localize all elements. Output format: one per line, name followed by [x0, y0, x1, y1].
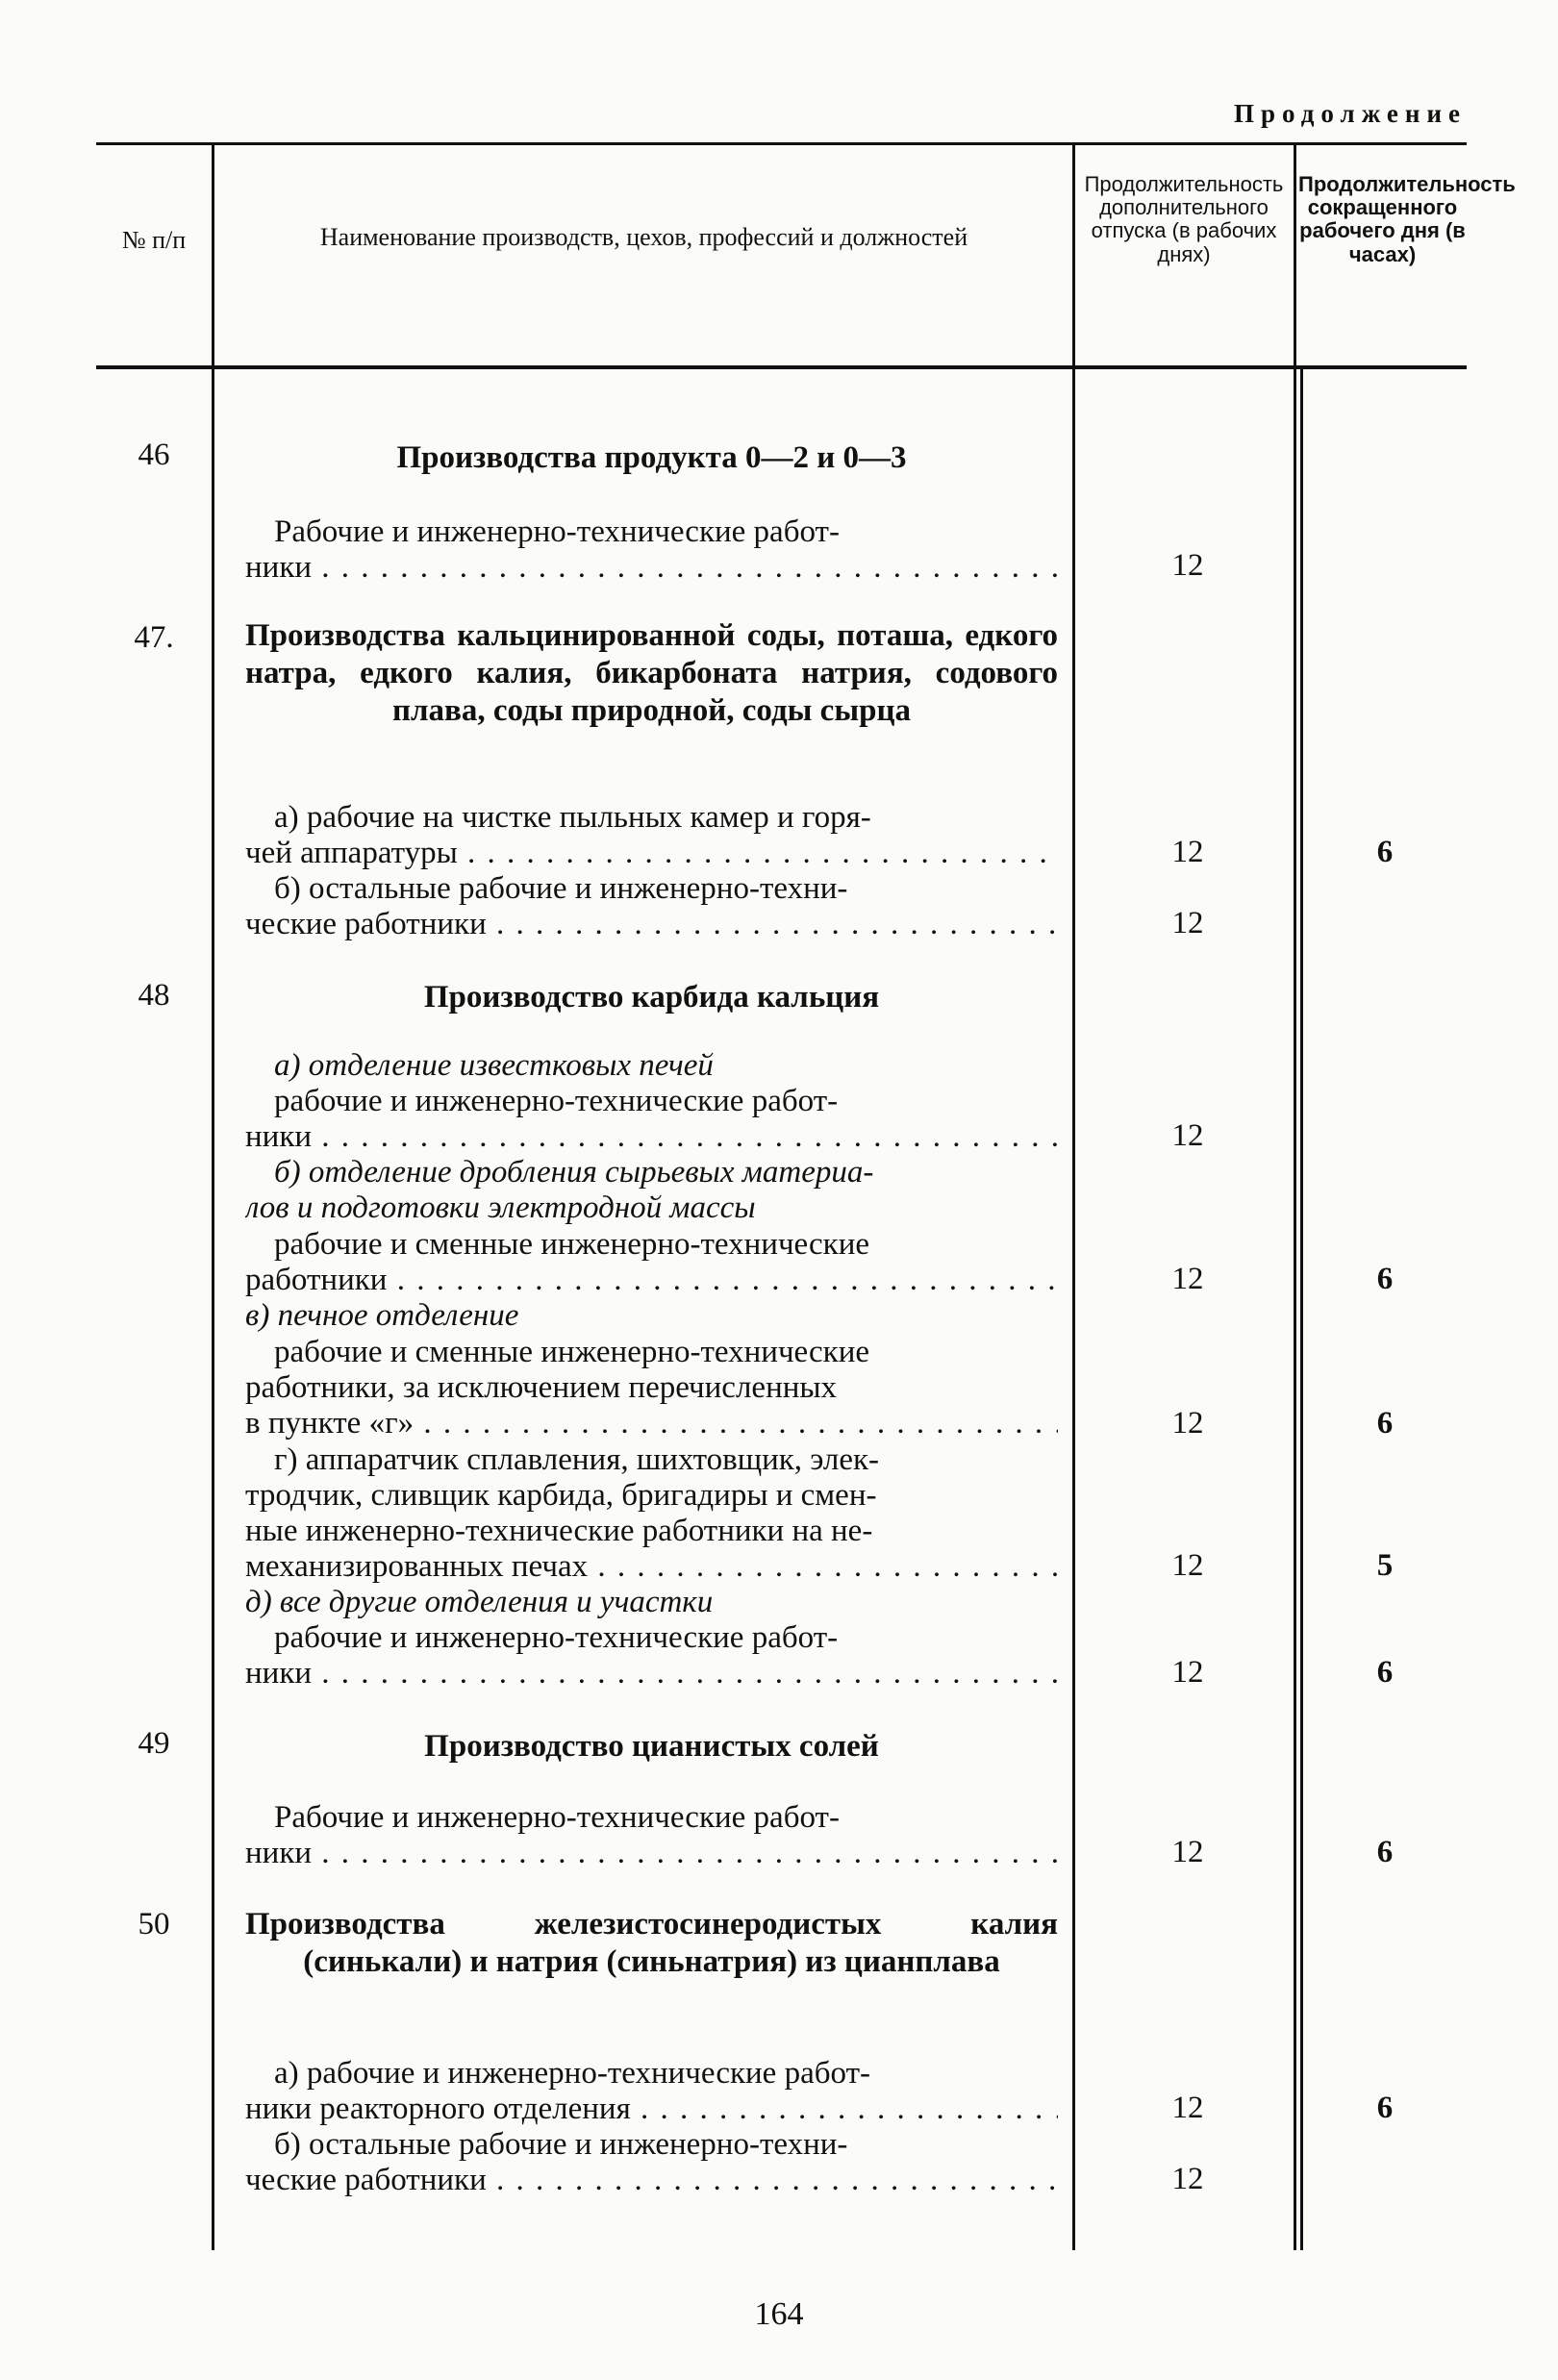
row-text: Рабочие и инженерно-технические работ- — [274, 1800, 840, 1835]
row-text: ные инженерно-технические работники на не- — [245, 1514, 873, 1548]
row-number: 47. — [134, 620, 174, 655]
row-text: ческие работники . . . — [245, 907, 1058, 942]
subsection-heading: в) печное отделение — [245, 1298, 519, 1333]
row-text: а) рабочие и инженерно-технические работ- — [274, 2056, 870, 2091]
row-text: б) остальные рабочие и инженерно-техни- — [274, 871, 848, 906]
workday-value: 5 — [1376, 1548, 1394, 1583]
row-text: ники . . . — [245, 550, 1058, 586]
vacation-value: 12 — [1171, 2091, 1204, 2125]
row-text: рабочие и сменные инженерно-технические — [274, 1227, 870, 1262]
section-title: Производства продукта 0—2 и 0—3 — [396, 440, 907, 475]
section-title: Производство цианистых солей — [424, 1729, 879, 1764]
row-text: г) аппаратчик сплавления, шихтовщик, элек- — [274, 1442, 880, 1477]
row-text: в пункте «г» . . . — [245, 1406, 1058, 1441]
workday-value: 6 — [1376, 1262, 1394, 1296]
row-text: ники . . . — [245, 1836, 1058, 1871]
section-title: Производства железистосинеродистых калия (синькали) и натрия (синьнатрия) из цианплава — [245, 1907, 1058, 1979]
vacation-value: 12 — [1171, 548, 1204, 583]
subsection-heading: д) все другие отделения и участки — [245, 1585, 714, 1619]
row-number: 49 — [138, 1726, 170, 1761]
continued-label: Продолжение — [1234, 99, 1467, 128]
subsection-heading: а) отделение известковых печей — [274, 1048, 714, 1083]
header-vacation: Продолжительность дополнительного отпуска (в рабочих днях) — [1084, 172, 1284, 266]
row-text: тродчик, сливщик карбида, бригадиры и смен- — [245, 1478, 877, 1513]
col-divider-1 — [212, 144, 214, 2250]
workday-value: 6 — [1376, 2091, 1394, 2125]
row-text: а) рабочие на чистке пыльных камер и горя- — [274, 800, 871, 835]
row-text: рабочие и инженерно-технические работ- — [274, 1084, 839, 1118]
row-number: 50 — [138, 1907, 170, 1942]
header-bottom-rule — [96, 365, 1467, 369]
row-text: рабочие и сменные инженерно-технические — [274, 1335, 870, 1369]
vacation-value: 12 — [1171, 1655, 1204, 1690]
header-number: № п/п — [121, 226, 187, 254]
vacation-value: 12 — [1171, 1262, 1204, 1296]
page-number: 164 — [754, 2296, 804, 2332]
row-text: работники, за исключением перечисленных — [245, 1370, 838, 1405]
row-text: б) остальные рабочие и инженерно-техни- — [274, 2127, 848, 2162]
workday-value: 6 — [1376, 1406, 1394, 1441]
row-text: Рабочие и инженерно-технические работ- — [274, 514, 840, 549]
row-number: 48 — [138, 978, 170, 1013]
workday-value: 6 — [1376, 1835, 1394, 1869]
vacation-value: 12 — [1171, 1118, 1204, 1153]
row-text: ческие работники . . . — [245, 2163, 1058, 2198]
section-title: Производства кальцинированной соды, поташа, едкого натра, едкого калия, бикарбоната натрия, содового плава, соды природной, соды сырца — [245, 618, 1058, 728]
vacation-value: 12 — [1171, 1406, 1204, 1441]
col-divider-3 — [1294, 144, 1296, 2250]
header-workday: Продолжительность сокращенного рабочего дня (в часах) — [1298, 172, 1516, 266]
vacation-value: 12 — [1171, 1835, 1204, 1869]
vacation-value: 12 — [1171, 1548, 1204, 1583]
row-text: ники . . . — [245, 1656, 1058, 1691]
row-text: рабочие и инженерно-технические работ- — [274, 1620, 839, 1655]
vacation-value: 12 — [1171, 2162, 1204, 2196]
col-divider-2 — [1072, 144, 1075, 2250]
section-title: Производство карбида кальция — [423, 980, 880, 1015]
vacation-value: 12 — [1171, 906, 1204, 940]
workday-value: 6 — [1376, 1655, 1394, 1690]
row-text: чей аппаратуры . . . — [245, 836, 1058, 871]
row-text: ники реакторного отделения . . . — [245, 2092, 1058, 2127]
row-text: механизированных печах . . . — [245, 1549, 1058, 1585]
row-text: ники . . . — [245, 1119, 1058, 1155]
subsection-heading: б) отделение дробления сырьевых материа- — [274, 1155, 874, 1190]
header-top-rule — [96, 142, 1467, 145]
subsection-heading: лов и подготовки электродной массы — [245, 1190, 756, 1225]
workday-value: 6 — [1376, 835, 1394, 869]
row-text: работники . . . — [245, 1263, 1058, 1298]
header-name: Наименование производств, цехов, профессий и должностей — [319, 223, 968, 251]
row-number: 46 — [138, 438, 170, 472]
col-divider-3b — [1300, 365, 1303, 2250]
vacation-value: 12 — [1171, 835, 1204, 869]
